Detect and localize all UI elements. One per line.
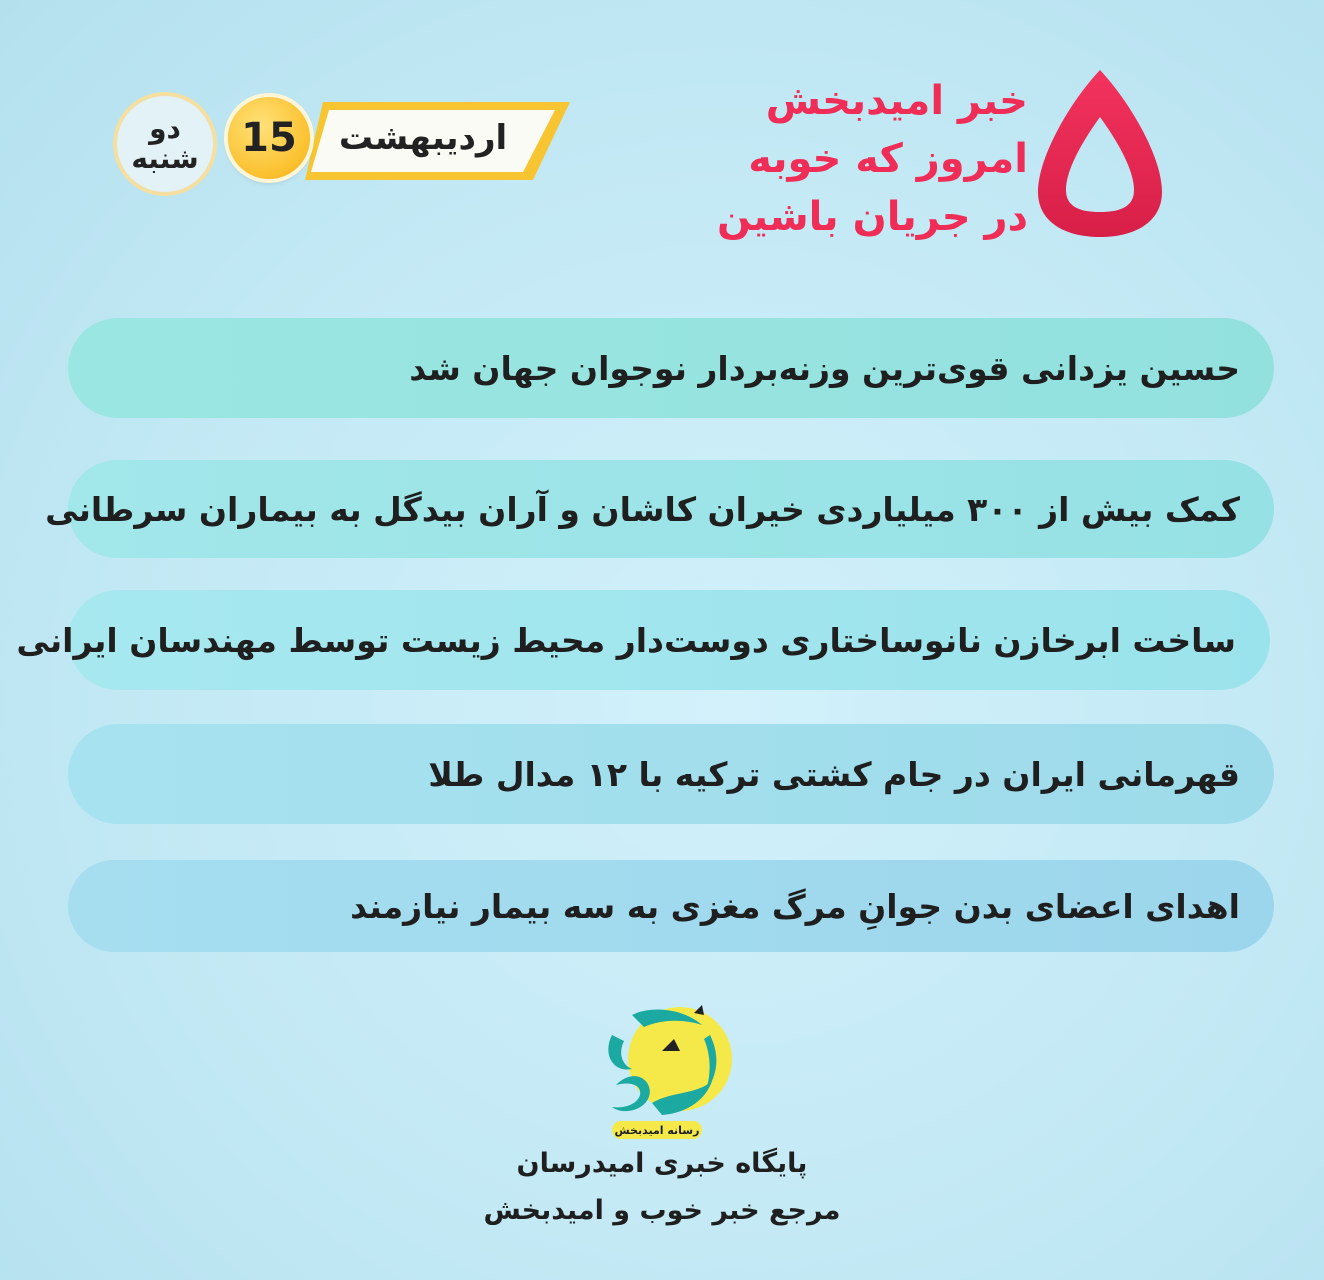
news-item-4[interactable] bbox=[68, 724, 1274, 824]
news-item-3[interactable] bbox=[16, 590, 1270, 690]
news-text-5: اهدای اعضای بدن جوانِ مرگ مغزی به سه بیمار نیازمند bbox=[350, 886, 1240, 926]
news-item-5[interactable] bbox=[68, 860, 1274, 952]
news-text-2: کمک بیش از ۳۰۰ میلیاردی خیران کاشان و آران بیدگل به بیماران سرطانی bbox=[45, 489, 1240, 529]
omidresan-logo bbox=[592, 995, 740, 1145]
news-item-1[interactable] bbox=[68, 318, 1274, 418]
news-text-4: قهرمانی ایران در جام کشتی ترکیه با ۱۲ مدال طلا bbox=[428, 754, 1240, 794]
month-label: اردیبهشت bbox=[338, 118, 508, 158]
headline-line-2: امروز که خوبه bbox=[748, 136, 1028, 182]
news-item-2[interactable] bbox=[45, 460, 1274, 558]
headline bbox=[668, 72, 1028, 246]
footer-line-2: مرجع خبر خوب و امیدبخش bbox=[483, 1195, 841, 1226]
headline-line-1: خبر امیدبخش bbox=[765, 78, 1028, 124]
weekday-line-2: شنبه bbox=[131, 142, 199, 175]
news-text-1: حسین یزدانی قوی‌ترین وزنه‌بردار نوجوان جهان شد bbox=[409, 348, 1240, 388]
day-number-badge: 15 bbox=[228, 97, 310, 179]
weekday-badge bbox=[113, 92, 217, 196]
news-text-3: ساخت ابرخازن نانوساختاری دوست‌دار محیط زیست توسط مهندسان ایرانی bbox=[16, 620, 1236, 660]
svg-text:رسانه امیدبخش: رسانه امیدبخش bbox=[614, 1124, 700, 1137]
headline-line-3: در جریان باشین bbox=[717, 194, 1028, 240]
weekday-line-1: دو bbox=[149, 112, 181, 145]
big-number-five bbox=[1030, 62, 1170, 242]
footer-line-1: پایگاه خبری امیدرسان bbox=[516, 1148, 808, 1179]
